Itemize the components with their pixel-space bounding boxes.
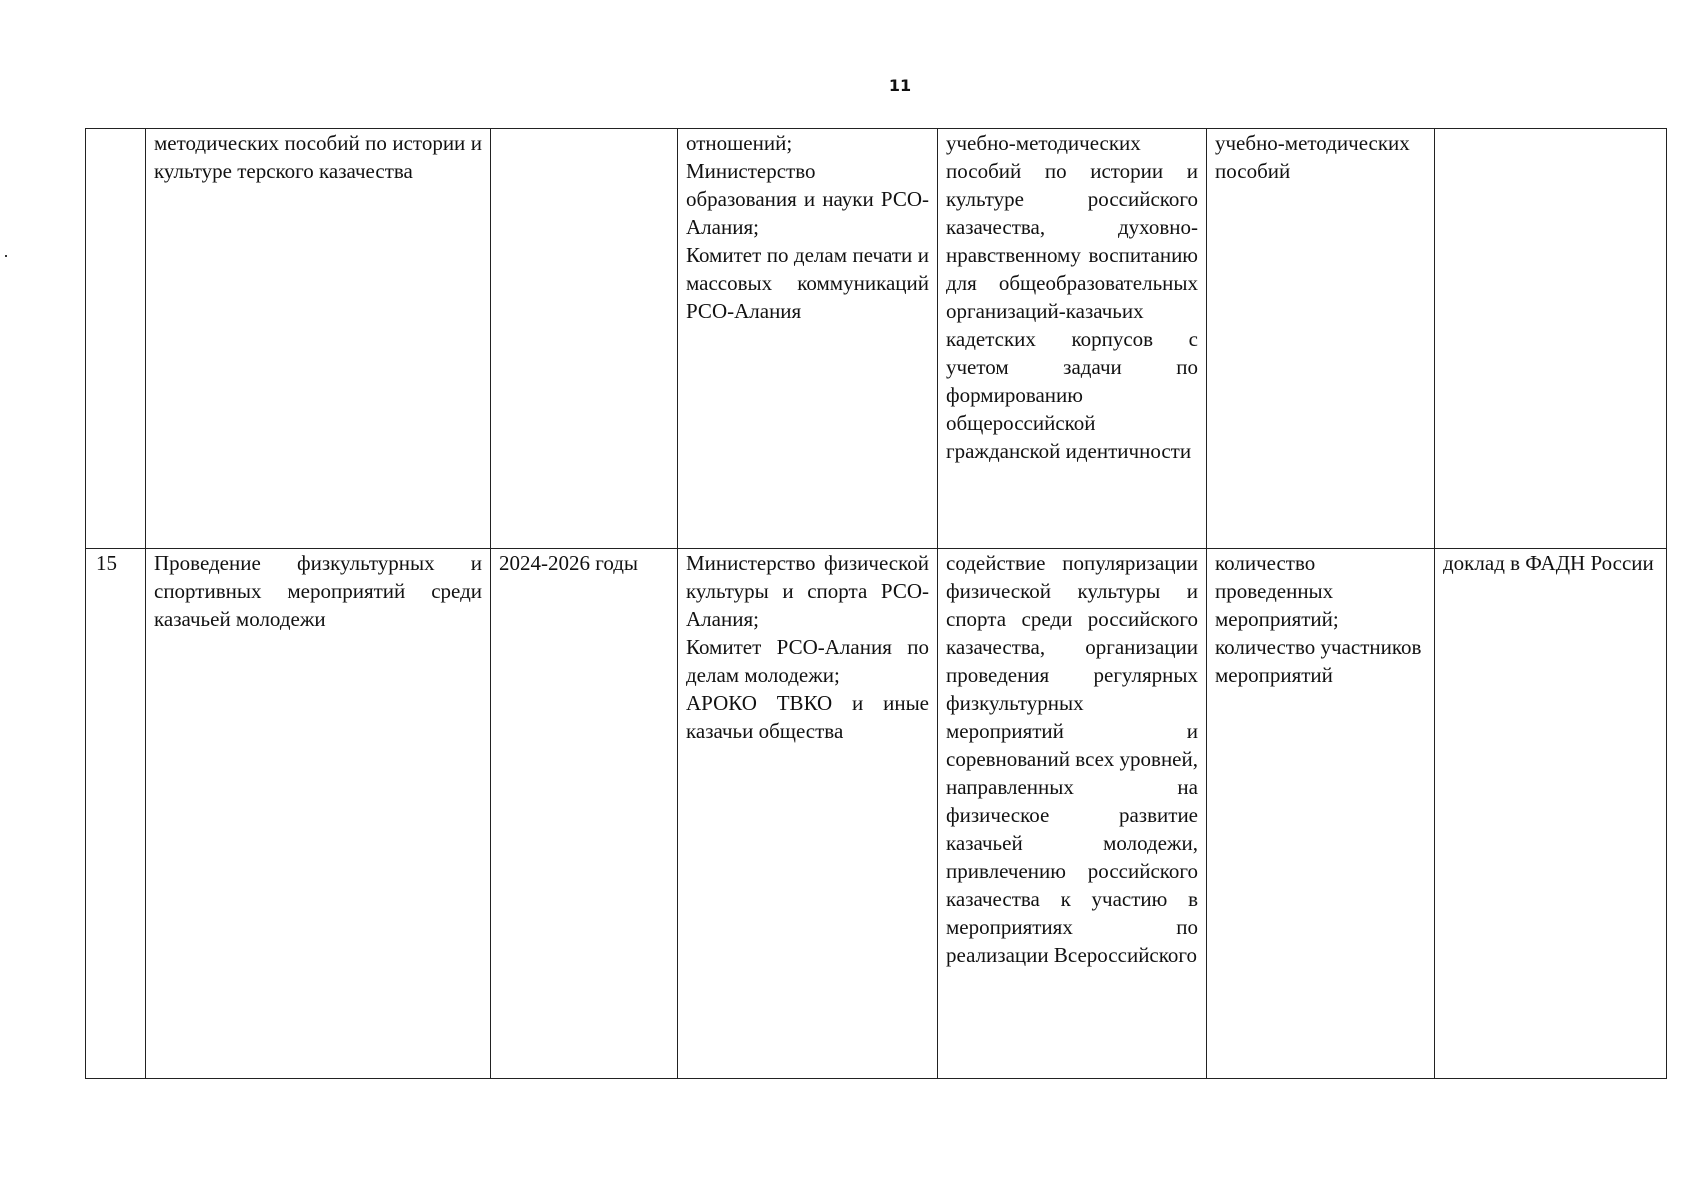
measures-table [85, 128, 1667, 1079]
result-cell: содействие популяризации физической культуры и спорта среди российского казачества, организации проведения регулярных физкультурных мероприятий и соревнований всех уровней, направленных на физическое развитие казачьей молодежи, привлечению российского казачества к участию в мероприятиях по реализации Всероссийского [938, 549, 1207, 1079]
term-cell: 2024-2026 годы [491, 549, 678, 1079]
row-number-cell: 15 [86, 549, 146, 1079]
table-row [86, 549, 1667, 1079]
event-cell: Проведение физкультурных и спортивных мероприятий среди казачьей молодежи [146, 549, 491, 1079]
indicator-cell: количество проведенных мероприятий; количество участников мероприятий [1207, 549, 1435, 1079]
result-cell: учебно-методических пособий по истории и культуре российского казачества, духовно-нравственному воспитанию для общеобразовательных организаций-казачьих кадетских корпусов с учетом задачи по формированию общероссийской гражданской идентичности [938, 129, 1207, 549]
event-cell: методических пособий по истории и культуре терского казачества [146, 129, 491, 549]
table-row [86, 129, 1667, 549]
report-cell [1435, 129, 1667, 549]
indicator-cell: учебно-методических пособий [1207, 129, 1435, 549]
scan-speck [5, 255, 7, 257]
page-number: 11 [888, 76, 912, 95]
executors-cell: Министерство физической культуры и спорта РСО-Алания; Комитет РСО-Алания по делам молодежи; АРОКО ТВКО и иные казачьи общества [678, 549, 938, 1079]
row-number-cell [86, 129, 146, 549]
executors-cell: отношений; Министерство образования и науки РСО-Алания; Комитет по делам печати и массовых коммуникаций РСО-Алания [678, 129, 938, 549]
report-cell: доклад в ФАДН России [1435, 549, 1667, 1079]
term-cell [491, 129, 678, 549]
